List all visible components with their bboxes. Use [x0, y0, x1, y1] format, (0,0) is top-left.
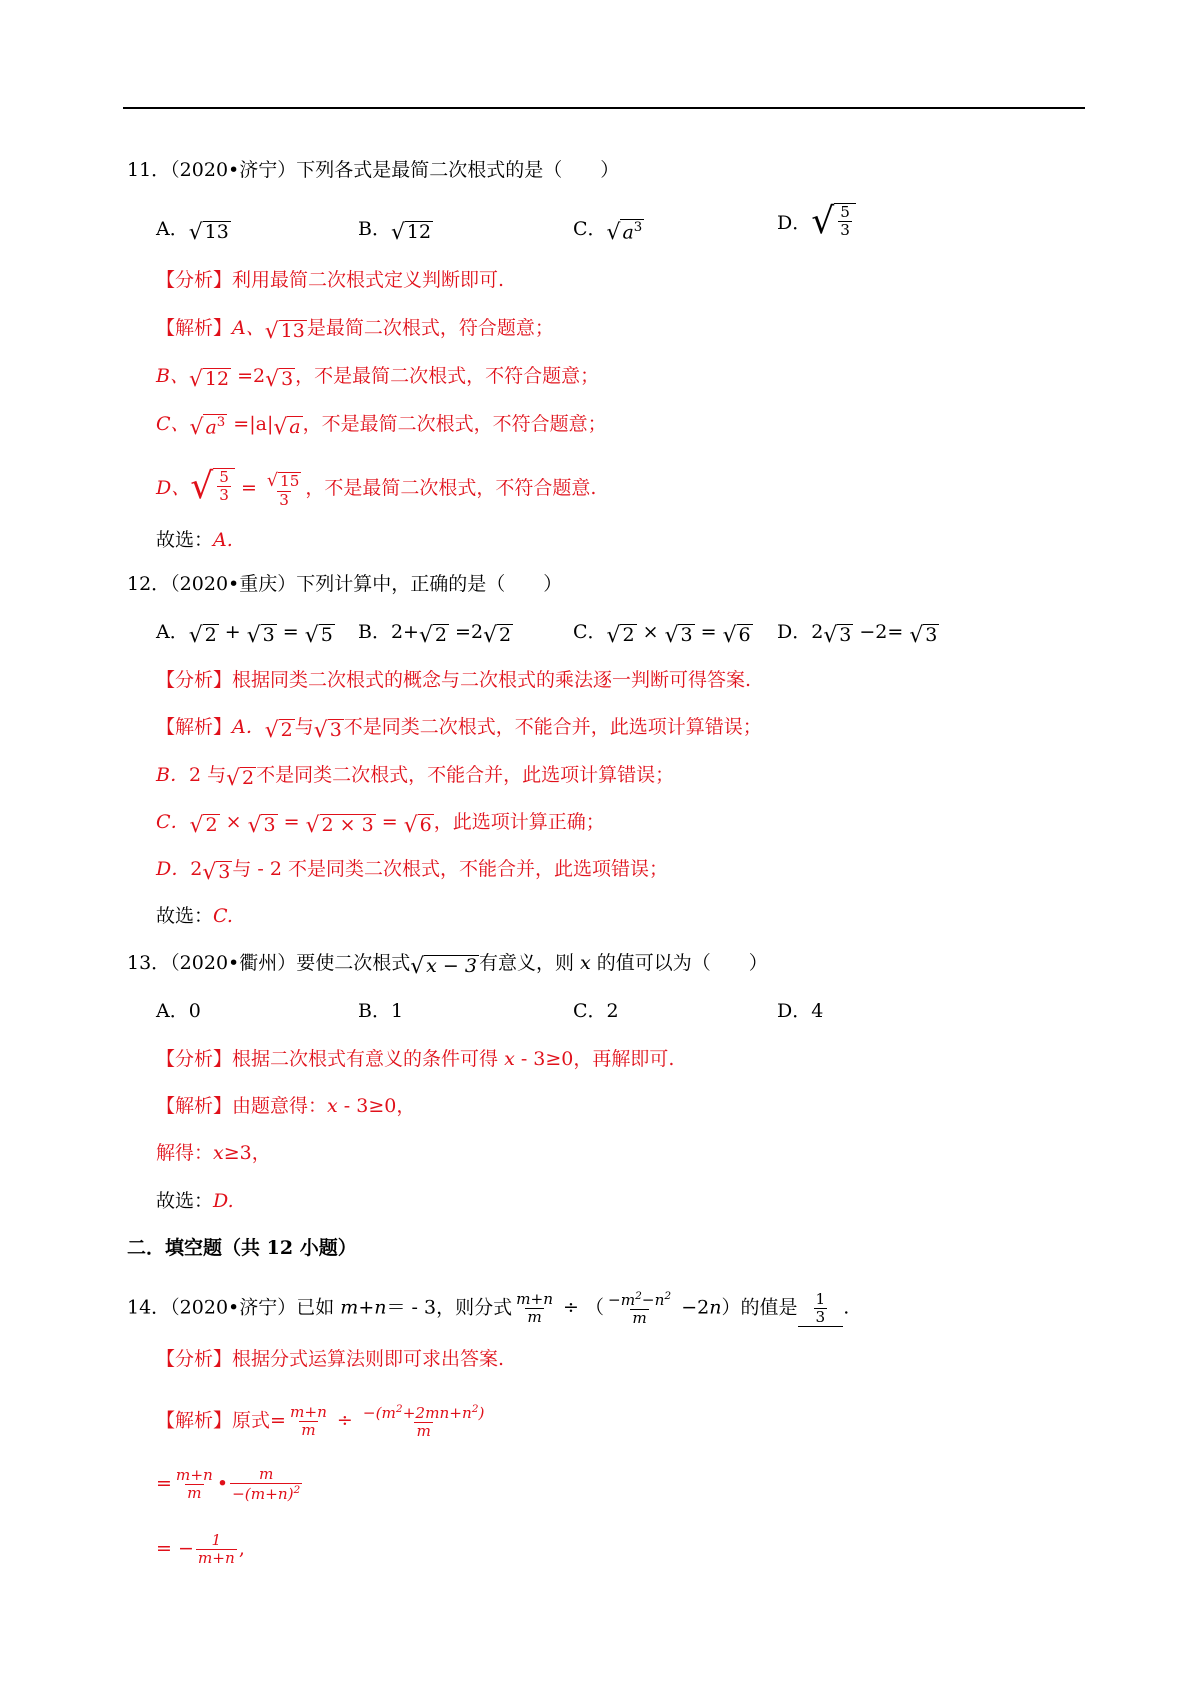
q12-solution-c: C． √ 2 × √ 3 = √ 2 × 3 = √ 6 ，此选项计算正确； [156, 811, 605, 838]
q13-solve: 解得：x≥3， [156, 1142, 271, 1164]
q11-option-c: C． √ $a^3$ [573, 218, 643, 245]
question-14-stem: 14．（2020•济宁）已如 m+n＝ - 3，则分式 $\frac{m+n}{m}$ ÷ （ $\frac{-m^2-n^2}{m}$ −2n）的值是 $\frac{1}{3}$ . [127, 1289, 850, 1328]
question-11-stem: 11．（2020•济宁）下列各式是最简二次根式的是（ ） [127, 159, 620, 181]
q12-solution-b: B．2 与 √ 2 不是同类二次根式，不能合并，此选项计算错误； [156, 764, 675, 791]
q12-option-d: D．2 √ 3 −2= √ 3 [777, 621, 938, 648]
q12-solution-d: D．2 √ 3 与 - 2 不是同类二次根式，不能合并，此选项错误； [156, 858, 668, 885]
q13-analysis: 【分析】根据二次根式有意义的条件可得 x - 3≥0，再解即可. [156, 1048, 675, 1070]
q14-solution-step2: = $\frac{m+n}{m}$ • $\frac{m}{-(m+n)^2}$ [156, 1465, 301, 1504]
q13-option-a: A．0 [156, 1000, 201, 1022]
q12-option-b: B．2+ √ 2 =2 √ 2 [358, 621, 512, 648]
q13-solution: 【解析】由题意得：x - 3≥0， [156, 1095, 416, 1117]
q13-choice: 故选：D. [156, 1190, 234, 1212]
q11-option-a: A． √ 13 [156, 218, 229, 245]
header-rule [123, 107, 1085, 109]
q12-solution-a: 【解析】A． √ 2 与 √ 3 不是同类二次根式，不能合并，此选项计算错误； [156, 716, 762, 743]
q13-option-d: D．4 [777, 1000, 824, 1022]
q11-option-d: D． √ $\frac{5}{3}$ [777, 203, 856, 239]
q11-solution-d: D、 √ $\frac{5}{3}$ = √ 15 3 ，不是最简二次根式，不符合题意. [156, 465, 597, 509]
q14-analysis: 【分析】根据分式运算法则即可求出答案. [156, 1348, 505, 1370]
q12-choice: 故选：C. [156, 905, 233, 927]
q11-solution-a: 【解析】A、 √ 13 是最简二次根式，符合题意； [156, 317, 554, 344]
q11-choice: 故选：A. [156, 529, 233, 551]
q11-solution-b: B、 √ 12 =2 √ 3 ，不是最简二次根式，不符合题意； [156, 365, 600, 392]
answer-blank: $\frac{1}{3}$ [798, 1291, 844, 1327]
q11-analysis: 【分析】利用最简二次根式定义判断即可. [156, 269, 505, 291]
section-2-title: 二．填空题（共 12 小题） [127, 1237, 357, 1259]
q13-option-c: C．2 [573, 1000, 619, 1022]
q11-option-b: B． √ 12 [358, 218, 432, 245]
q12-option-c: C． √ 2 × √ 3 = √ 6 [573, 621, 751, 648]
q11-solution-c: C、 √ $a^3$ =|a| √ a ，不是最简二次根式，不符合题意； [156, 413, 607, 440]
question-12-stem: 12．（2020•重庆）下列计算中，正确的是（ ） [127, 573, 563, 595]
question-13-stem: 13．（2020•衢州）要使二次根式 √ x − 3 有意义，则 x 的值可以为（ ） [127, 952, 768, 979]
q12-option-a: A． √ 2 + √ 3 = √ 5 [156, 621, 333, 648]
q14-solution-step3: = − $\frac{1}{m+n}$ , [156, 1531, 245, 1568]
q14-solution-step1: 【解析】原式= $\frac{m+n}{m}$ ÷ $\frac{-(m^2+2mn+n^2)}{m}$ [156, 1402, 485, 1441]
q13-option-b: B．1 [358, 1000, 404, 1022]
q12-analysis: 【分析】根据同类二次根式的概念与二次根式的乘法逐一判断可得答案. [156, 669, 752, 691]
